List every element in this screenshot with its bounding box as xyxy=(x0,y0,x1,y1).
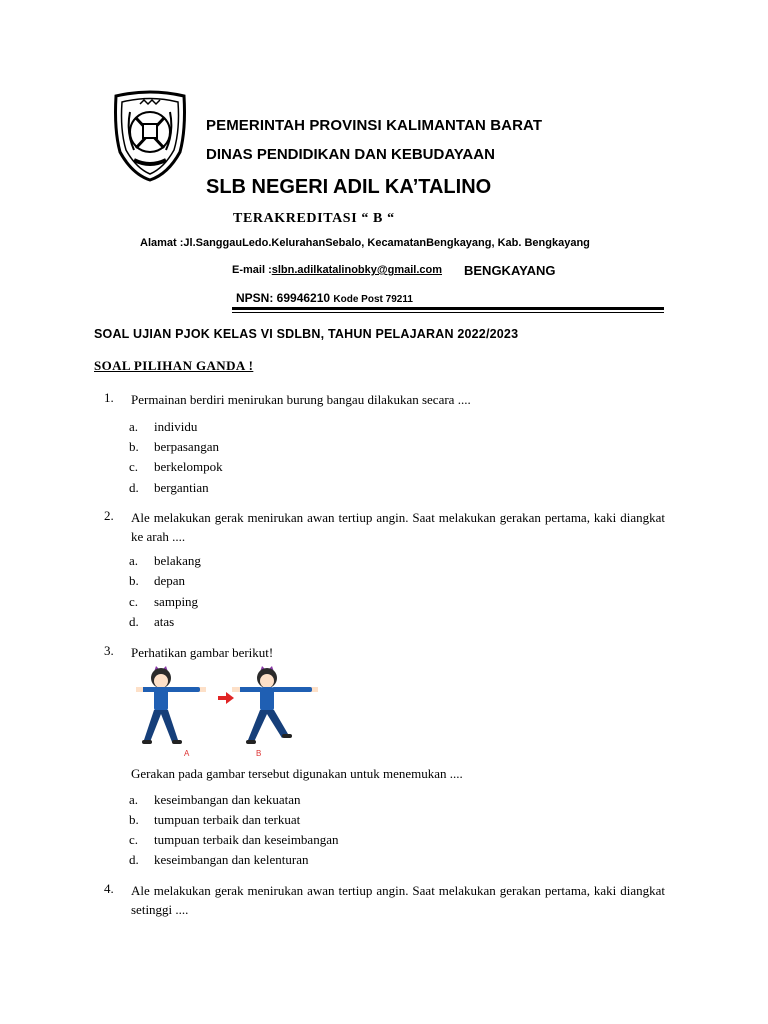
red-arrow-icon xyxy=(218,692,234,704)
email-label: E-mail : xyxy=(232,264,272,276)
option-letter: c. xyxy=(129,832,139,847)
option-text: tumpuan terbaik dan keseimbangan xyxy=(154,832,339,847)
girl-figure-b-illustration xyxy=(232,666,318,758)
option-text: bergantian xyxy=(154,480,209,495)
figure-label-b: B xyxy=(256,749,262,758)
option-text: samping xyxy=(154,594,199,609)
npsn: NPSN: 69946210 xyxy=(236,291,331,305)
exercise-illustration xyxy=(136,662,318,758)
question-number: 2. xyxy=(104,508,114,523)
email-link[interactable]: slbn.adilkatalinobky@gmail.com xyxy=(271,264,443,276)
question-text: Ale melakukan gerak menirukan awan tertiup angin. Saat melakukan gerakan pertama, kaki diangkat ke arah .... xyxy=(131,510,665,544)
city-name: BENGKAYANG xyxy=(464,263,556,278)
postcode: Kode Post 79211 xyxy=(333,294,413,305)
girl-figure-a-illustration xyxy=(136,666,206,758)
option-text: individu xyxy=(154,419,198,434)
option-letter: c. xyxy=(129,459,139,474)
provincial-emblem-logo xyxy=(110,90,190,182)
option-letter: a. xyxy=(129,419,139,434)
school-name: SLB NEGERI ADIL KA’TALINO xyxy=(206,176,492,198)
option-text: belakang xyxy=(154,553,201,568)
question-number: 4. xyxy=(104,881,114,896)
option-letter: d. xyxy=(129,614,139,629)
option-text: berkelompok xyxy=(154,459,223,474)
npsn-line xyxy=(236,291,413,305)
option-text: atas xyxy=(154,614,175,629)
option-text: tumpuan terbaik dan terkuat xyxy=(154,812,301,827)
accreditation: TERAKREDITASI “ B “ xyxy=(233,211,395,226)
section-title: SOAL PILIHAN GANDA ! xyxy=(94,358,254,373)
option-text: keseimbangan dan kekuatan xyxy=(154,792,301,807)
option-letter: b. xyxy=(129,439,139,454)
school-address: Alamat :Jl.SanggauLedo.KelurahanSebalo, KecamatanBengkayang, Kab. Bengkayang xyxy=(140,237,590,249)
exam-title: SOAL UJIAN PJOK KELAS VI SDLBN, TAHUN PELAJARAN 2022/2023 xyxy=(94,327,519,341)
option-letter: d. xyxy=(129,480,139,495)
option-letter: a. xyxy=(129,553,139,568)
option-text: keseimbangan dan kelenturan xyxy=(154,852,309,867)
header-department: DINAS PENDIDIKAN DAN KEBUDAYAAN xyxy=(206,146,495,163)
option-letter: a. xyxy=(129,792,139,807)
email-line xyxy=(232,264,442,276)
question-number: 3. xyxy=(104,643,114,658)
header-divider-thick xyxy=(232,307,664,310)
question-text: Ale melakukan gerak menirukan awan tertiup angin. Saat melakukan gerakan pertama, kaki diangkat setinggi .... xyxy=(131,883,665,917)
option-letter: d. xyxy=(129,852,139,867)
question-followup: Gerakan pada gambar tersebut digunakan untuk menemukan .... xyxy=(131,766,463,781)
option-letter: c. xyxy=(129,594,139,609)
option-letter: b. xyxy=(129,812,139,827)
question-text: Perhatikan gambar berikut! xyxy=(131,645,274,660)
question-text: Permainan berdiri menirukan burung bangau dilakukan secara .... xyxy=(131,392,471,407)
option-text: berpasangan xyxy=(154,439,219,454)
header-divider-thin xyxy=(232,312,664,313)
figure-label-a: A xyxy=(184,749,190,758)
question-number: 1. xyxy=(104,390,114,405)
header-government: PEMERINTAH PROVINSI KALIMANTAN BARAT xyxy=(206,117,543,134)
option-letter: b. xyxy=(129,573,139,588)
option-text: depan xyxy=(154,573,186,588)
